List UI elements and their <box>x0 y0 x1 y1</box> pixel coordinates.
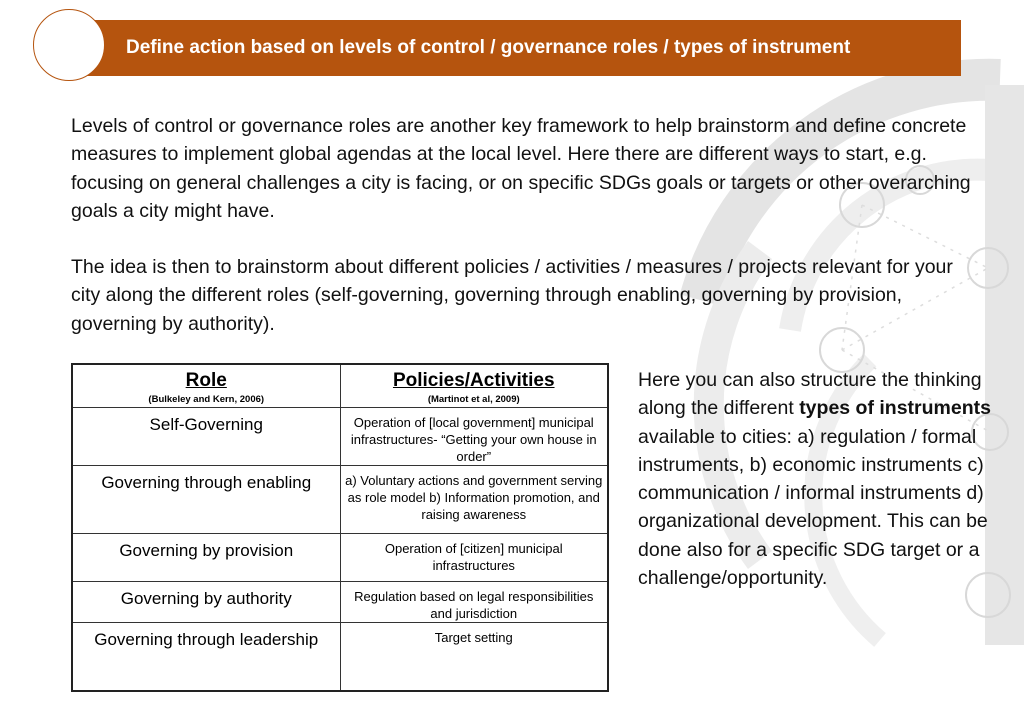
policy-cell: Operation of [citizen] municipal infrastructures <box>340 534 608 582</box>
role-cell: Governing by provision <box>72 534 340 582</box>
policy-cell: Target setting <box>340 623 608 691</box>
role-column-header <box>72 364 340 408</box>
roles-table <box>71 363 609 692</box>
role-cell: Governing through enabling <box>72 466 340 534</box>
instruments-text <box>638 366 993 592</box>
policies-column-header <box>340 364 608 408</box>
intro-paragraph-1: Levels of control or governance roles are another key framework to help brainstorm and define concrete measures to implement global agendas at the local level. Here there are different ways to start, e.g. focusing on general challenges a city is facing, or on specific SDGs goals or targets or other overarching goals a city might have. <box>71 115 971 222</box>
instruments-text-bold: types of instruments <box>799 397 991 420</box>
role-cell: Governing through leadership <box>72 623 340 691</box>
role-header-source: (Bulkeley and Kern, 2006) <box>148 394 265 405</box>
table-row <box>72 534 608 582</box>
slide-title: Define action based on levels of control / governance roles / types of instrument <box>126 37 851 58</box>
intro-paragraph-2: The idea is then to brainstorm about different policies / activities / measures / projects relevant for your city along the different roles (self-governing, governing through enabling, governing by provision, governing by authority). <box>71 256 953 335</box>
table-row <box>72 582 608 623</box>
policies-header-label: Policies/Activities <box>392 370 555 391</box>
table-header-row <box>72 364 608 408</box>
instruments-text-intro: Here you can also structure the thinking along the different <box>638 369 982 420</box>
table-row <box>72 623 608 691</box>
role-header-label: Role <box>185 370 227 391</box>
policies-header-source: (Martinot et al, 2009) <box>427 394 520 405</box>
policy-cell: Regulation based on legal responsibilities and jurisdiction <box>340 582 608 623</box>
policy-cell: Operation of [local government] municipal infrastructures- “Getting your own house in order” <box>340 408 608 466</box>
role-cell: Self-Governing <box>72 408 340 466</box>
instruments-text-rest: available to cities: a) regulation / formal instruments, b) economic instruments c) communication / informal instruments d) organizational development. This can be done also for a specific SDG target or a challenge/opportunity. <box>638 425 988 590</box>
role-cell: Governing by authority <box>72 582 340 623</box>
table-row <box>72 408 608 466</box>
table-row <box>72 466 608 534</box>
policy-cell: a) Voluntary actions and government serving as role model b) Information promotion, and raising awareness <box>340 466 608 534</box>
header-circle-decoration <box>33 9 105 81</box>
